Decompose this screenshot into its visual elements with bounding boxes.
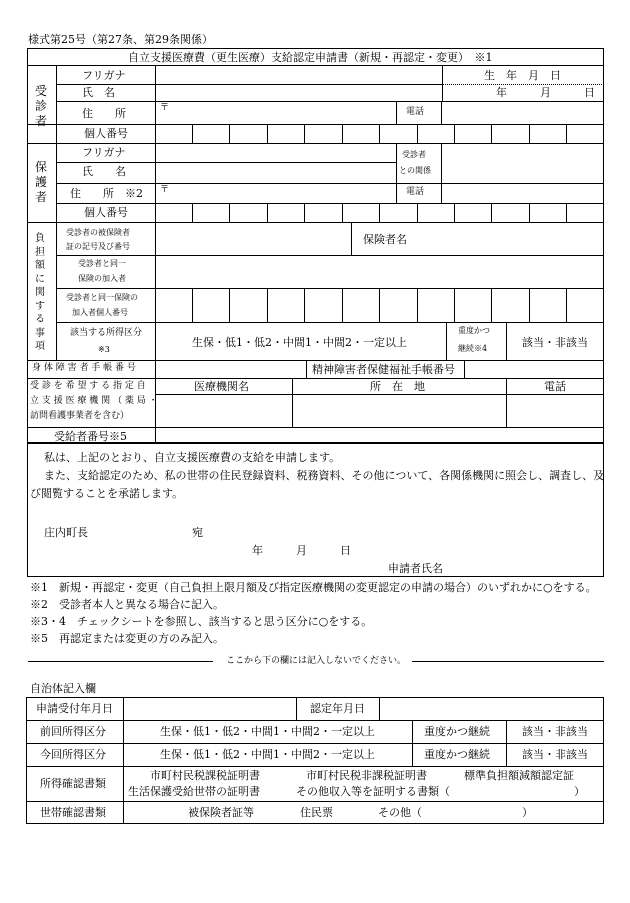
declaration-p2b: び閲覧することを承諾します。 <box>30 487 184 500</box>
guardian-furigana-label: フリガナ <box>82 146 126 159</box>
income-doc-welfare: 生活保護受給世帯の証明書 <box>128 785 260 798</box>
approved-date-label: 認定年月日 <box>310 702 365 715</box>
municipality-title: 自治体記入欄 <box>30 682 96 695</box>
household-docs-label: 世帯確認書類 <box>40 806 106 819</box>
insured-label-2: 証の記号及び番号 <box>66 242 130 251</box>
divider-line-right <box>412 661 604 662</box>
guardian-phone-label: 電話 <box>406 187 425 197</box>
severe-label-1: 重度かつ <box>458 326 490 335</box>
same-insurance-num-label-1: 受診者と同一保険の <box>66 293 138 302</box>
income-docs-label: 所得確認書類 <box>40 777 106 790</box>
income-doc-other: その他収入等を証明する書類（ <box>296 785 450 798</box>
divider-text: ここから下の欄には記入しないでください。 <box>226 656 407 666</box>
patient-furigana-label: フリガナ <box>82 69 126 82</box>
guardian-section-label: 保護者 <box>34 160 47 204</box>
household-doc-other: その他（ <box>378 806 422 819</box>
patient-birth-value: 年 月 日 <box>496 86 595 99</box>
patient-postal-mark: 〒 <box>160 103 170 113</box>
severe-label-2: 継続※4 <box>458 344 488 353</box>
prev-applicable: 該当・非該当 <box>522 725 588 738</box>
income-options: 生保・低1・低2・中間1・中間2・一定以上 <box>192 336 407 349</box>
curr-income-options: 生保・低1・低2・中間1・中間2・一定以上 <box>160 748 375 761</box>
prev-income-label: 前回所得区分 <box>40 725 106 738</box>
curr-income-label: 今回所得区分 <box>40 748 106 761</box>
guardian-name-label: 氏 名 <box>82 165 126 178</box>
prev-income-options: 生保・低1・低2・中間1・中間2・一定以上 <box>160 725 375 738</box>
institution-phone-header: 電話 <box>544 380 566 393</box>
patient-birth-label: 生 年 月 日 <box>484 69 561 82</box>
insurer-name-label: 保険者名 <box>363 233 407 246</box>
recipient-number-label: 受給者番号※5 <box>54 430 127 443</box>
declaration-date: 年 月 日 <box>252 544 351 557</box>
income-doc-nontaxable: 市町村民税非課税証明書 <box>306 769 427 782</box>
insured-label-1: 受診者の被保険者 <box>66 228 130 237</box>
income-doc-reduction: 標準負担額減額認定証 <box>464 769 574 782</box>
income-label-1: 該当する所得区分 <box>70 328 143 338</box>
disability-cert-label: 身 体 障 害 者 手 帳 番 号 <box>32 363 136 373</box>
burden-section-label: 負担額に関する事項 <box>35 233 45 352</box>
institution-name-header: 医療機関名 <box>194 380 249 393</box>
same-insurance-label-2: 保険の加入者 <box>78 274 126 283</box>
same-insurance-num-label-2: 加入者個人番号 <box>72 308 128 317</box>
prev-severe-label: 重度かつ継続 <box>424 725 490 738</box>
mental-cert-label: 精神障害者保健福祉手帳番号 <box>312 363 455 376</box>
income-label-2: ※3 <box>98 345 110 354</box>
guardian-address-label: 住 所 ※2 <box>70 187 143 200</box>
received-date-label: 申請受付年月日 <box>36 702 113 715</box>
curr-applicable: 該当・非該当 <box>522 748 588 761</box>
declaration-p1: 私は、上記のとおり、自立支援医療費の支給を申請します。 <box>44 451 341 464</box>
income-doc-taxable: 市町村民税課税証明書 <box>150 769 260 782</box>
institution-label-2: 立 支 援 医 療 機 関 （ 薬 局 ・ <box>30 396 158 406</box>
guardian-postal-mark: 〒 <box>160 185 170 195</box>
curr-severe-label: 重度かつ継続 <box>424 748 490 761</box>
patient-mynumber-label: 個人番号 <box>84 127 128 140</box>
severe-applicable: 該当・非該当 <box>522 336 588 349</box>
institution-label-3: 訪問看護事業者を含む） <box>30 411 130 421</box>
institution-label-1: 受 診 を 希 望 す る 指 定 自 <box>30 381 146 391</box>
income-doc-other-close: ） <box>574 785 585 798</box>
note-1: ※1 新規・再認定・変更（自己負担上限月額及び指定医療機関の変更認定の申請の場合）のいずれかに○をする。 <box>30 581 597 594</box>
guardian-relation-label-2: との関係 <box>399 166 431 175</box>
note-3: ※3・4 チェックシートを参照し、該当すると思う区分に○をする。 <box>30 615 373 628</box>
note-2: ※2 受診者本人と異なる場合に記入。 <box>30 598 224 611</box>
household-doc-resident: 住民票 <box>300 806 333 819</box>
household-doc-insurance: 被保険者証等 <box>188 806 254 819</box>
guardian-mynumber-label: 個人番号 <box>84 206 128 219</box>
applicant-label: 申請者氏名 <box>388 562 443 575</box>
divider-line-left <box>28 661 213 662</box>
patient-phone-label: 電話 <box>406 107 425 117</box>
household-doc-other-close: ） <box>522 806 533 819</box>
addressee: 庄内町長 <box>44 526 88 539</box>
patient-address-label: 住 所 <box>82 107 126 120</box>
institution-address-header: 所 在 地 <box>370 380 425 393</box>
same-insurance-label-1: 受診者と同一 <box>78 259 126 268</box>
note-4: ※5 再認定または変更の方のみ記入。 <box>30 632 224 645</box>
patient-section-label: 受診者 <box>34 84 47 128</box>
form-number: 様式第25号（第27条、第29条関係） <box>28 33 213 46</box>
declaration-p2a: また、支給認定のため、私の世帯の住民登録資料、税務資料、その他について、各関係機関に照会し、調査し、及 <box>44 469 605 482</box>
patient-name-label: 氏 名 <box>82 86 115 99</box>
addressee-suffix: 宛 <box>192 526 203 539</box>
form-title: 自立支援医療費（更生医療）支給認定申請書（新規・再認定・変更） ※1 <box>128 51 493 64</box>
guardian-relation-label-1: 受診者 <box>402 150 426 159</box>
